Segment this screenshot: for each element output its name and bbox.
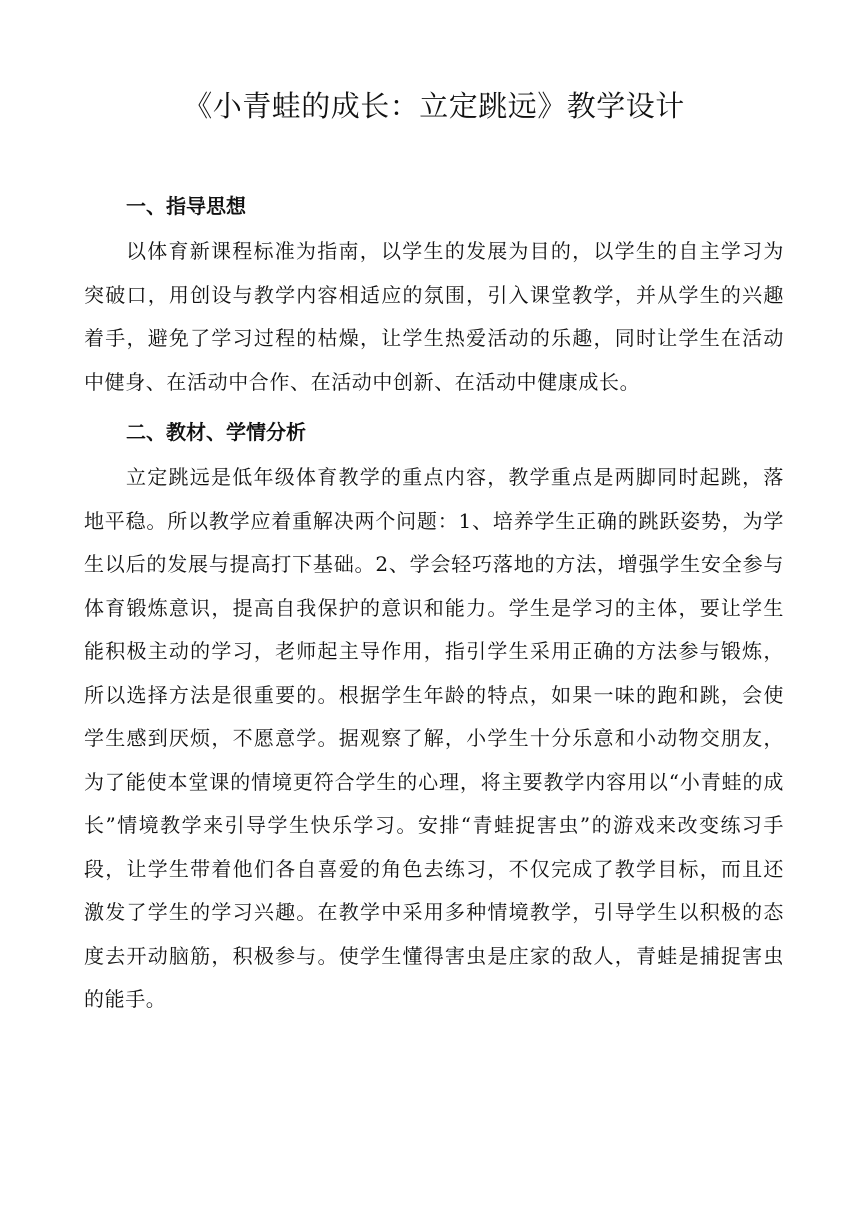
section-heading: 二、教材、学情分析 bbox=[126, 420, 306, 444]
document-title: 《小青蛙的成长：立定跳远》教学设计 bbox=[183, 89, 685, 123]
document-page bbox=[84, 82, 784, 1026]
section-heading: 一、指导思想 bbox=[126, 194, 246, 218]
section-paragraph: 立定跳远是低年级体育教学的重点内容，教学重点是两脚同时起跳，落地平稳。所以教学应着重解决两个问题：1、培养学生正确的跳跃姿势，为学生以后的发展与提高打下基础。2、学会轻巧落地的方法，增强学生安全参与体育锻炼意识，提高自我保护的意识和能力。学生是学习的主体，要让学生能积极主动的学习，老师起主导作用，指引学生采用正确的方法参与锻炼，所以选择方法是很重要的。根据学生年龄的特点，如果一味的跑和跳，会使学生感到厌烦，不愿意学。据观察了解，小学生十分乐意和小动物交朋友，为了能使本堂课的情境更符合学生的心理，将主要教学内容用以“小青蛙的成长”情境教学来引导学生快乐学习。安排“青蛙捉害虫”的游戏来改变练习手段，让学生带着他们各自喜爱的角色去练习，不仅完成了教学目标，而且还激发了学生的学习兴趣。在教学中采用多种情境教学，引导学生以积极的态度去开动脑筋，积极参与。使学生懂得害虫是庄家的敌人，青蛙是捕捉害虫的能手。 bbox=[84, 465, 784, 1011]
section-guiding-ideology bbox=[84, 182, 784, 404]
section-material-analysis bbox=[84, 408, 784, 1022]
section-paragraph: 以体育新课程标准为指南，以学生的发展为目的，以学生的自主学习为突破口，用创设与教学内容相适应的氛围，引入课堂教学，并从学生的兴趣着手，避免了学习过程的枯燥，让学生热爱活动的乐趣，同时让学生在活动中健身、在活动中合作、在活动中创新、在活动中健康成长。 bbox=[84, 239, 784, 394]
